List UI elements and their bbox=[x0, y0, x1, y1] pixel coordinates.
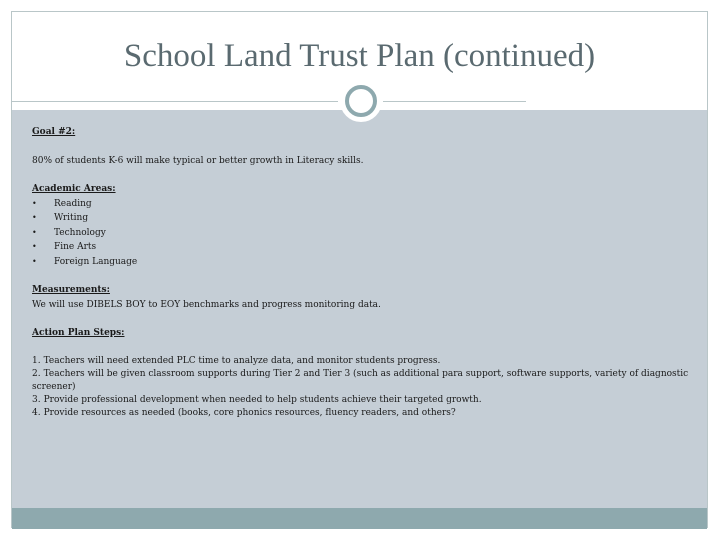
list-item bbox=[32, 355, 692, 368]
area-label: Reading bbox=[54, 198, 92, 209]
footer-band bbox=[12, 508, 707, 529]
academic-areas-list bbox=[32, 197, 692, 270]
list-item bbox=[32, 226, 692, 241]
area-label: Fine Arts bbox=[54, 242, 97, 252]
ring-ornament-icon bbox=[340, 80, 382, 122]
step-number: 4. bbox=[32, 407, 41, 418]
slide-body bbox=[32, 125, 692, 420]
list-item bbox=[32, 197, 692, 212]
bullet-icon: • bbox=[32, 198, 37, 208]
step-number: 3. bbox=[32, 394, 41, 405]
measurements-heading: Measurements: bbox=[32, 285, 110, 295]
measurements-text: We will use DIBELS BOY to EOY benchmarks and progress monitoring data. bbox=[32, 299, 381, 310]
list-item bbox=[32, 368, 692, 394]
bullet-icon: • bbox=[32, 256, 37, 266]
area-label: Writing bbox=[54, 213, 89, 223]
slide bbox=[11, 11, 708, 528]
list-item bbox=[32, 407, 692, 420]
action-plan-steps bbox=[32, 355, 692, 420]
action-plan-heading: Action Plan Steps: bbox=[32, 328, 125, 338]
list-item bbox=[32, 394, 692, 407]
academic-areas-heading: Academic Areas: bbox=[32, 184, 116, 194]
slide-title: School Land Trust Plan (continued) bbox=[123, 38, 596, 74]
step-number: 1. bbox=[32, 355, 41, 366]
list-item bbox=[32, 255, 692, 270]
list-item bbox=[32, 240, 692, 255]
bullet-icon: • bbox=[32, 242, 37, 251]
bullet-icon: • bbox=[32, 227, 37, 237]
area-label: Technology bbox=[54, 227, 106, 238]
step-number: 2. bbox=[32, 368, 41, 379]
step-text: Teachers will be given classroom supports during Tier 2 and Tier 3 (such as additional para support, software supports, variety of diagnostic screener) bbox=[32, 368, 689, 392]
title-divider-right bbox=[383, 101, 526, 102]
bullet-icon: • bbox=[32, 213, 37, 222]
step-text: Provide resources as needed (books, core phonics resources, fluency readers, and others? bbox=[43, 407, 456, 418]
goal-text: 80% of students K-6 will make typical or better growth in Literacy skills. bbox=[32, 155, 364, 166]
list-item bbox=[32, 211, 692, 226]
step-text: Provide professional development when needed to help students achieve their targeted growth. bbox=[43, 394, 482, 405]
area-label: Foreign Language bbox=[54, 256, 138, 267]
goal-heading: Goal #2: bbox=[32, 127, 76, 137]
step-text: Teachers will need extended PLC time to analyze data, and monitor students progress. bbox=[43, 355, 441, 366]
title-divider-left bbox=[12, 101, 338, 102]
